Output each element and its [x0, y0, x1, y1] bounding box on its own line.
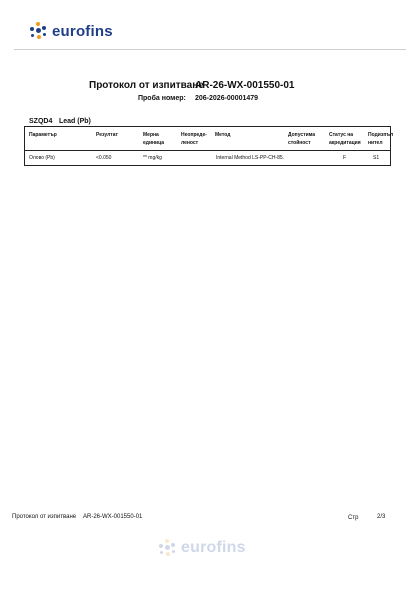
cell-accreditation: F — [343, 155, 347, 161]
col-header-subcontractor: Подизпъл нител — [368, 132, 394, 146]
col-header-limit: Допустима стойност — [288, 132, 316, 146]
footer-report-number: AR-26-WX-001550-01 — [83, 514, 143, 520]
col-header-parameter: Параметър — [29, 132, 57, 138]
watermark-dots-icon — [157, 538, 177, 558]
cell-subcontractor: S1 — [373, 155, 380, 161]
col-header-result: Резултат — [96, 132, 118, 138]
sample-number: 206-2026-00001479 — [195, 95, 259, 102]
report-title-label: Протокол от изпитване — [89, 80, 204, 91]
footer-page-number: 2/3 — [377, 514, 386, 520]
footer-report-label: Протокол от изпитване — [12, 514, 77, 520]
col-header-uncertainty: Неопреде-леност — [181, 132, 207, 146]
section-code: SZQD4 — [29, 118, 53, 125]
logo-text: eurofins — [52, 22, 113, 40]
cell-method: Internal Method LS-PP-CH-85. — [216, 155, 285, 161]
col-header-unit: Мерна единица — [143, 132, 165, 146]
sample-number-label: Проба номер: — [138, 95, 186, 102]
table-header-divider — [24, 150, 391, 151]
footer-page-label: Стр — [348, 515, 359, 521]
cell-result: <0.050 — [96, 155, 112, 161]
eurofins-logo — [28, 20, 113, 42]
watermark-logo — [157, 537, 246, 559]
col-header-method: Метод — [215, 132, 231, 138]
eurofins-dots-logo-icon — [28, 21, 48, 41]
header-divider — [14, 49, 406, 50]
watermark-text: eurofins — [181, 539, 246, 556]
cell-unit: ** mg/kg — [143, 155, 162, 161]
col-header-accreditation: Статус на акредитация — [329, 132, 361, 146]
cell-parameter: Олово (Pb) — [29, 155, 55, 161]
report-number: AR-26-WX-001550-01 — [195, 80, 295, 91]
section-name: Lead (Pb) — [59, 118, 91, 125]
